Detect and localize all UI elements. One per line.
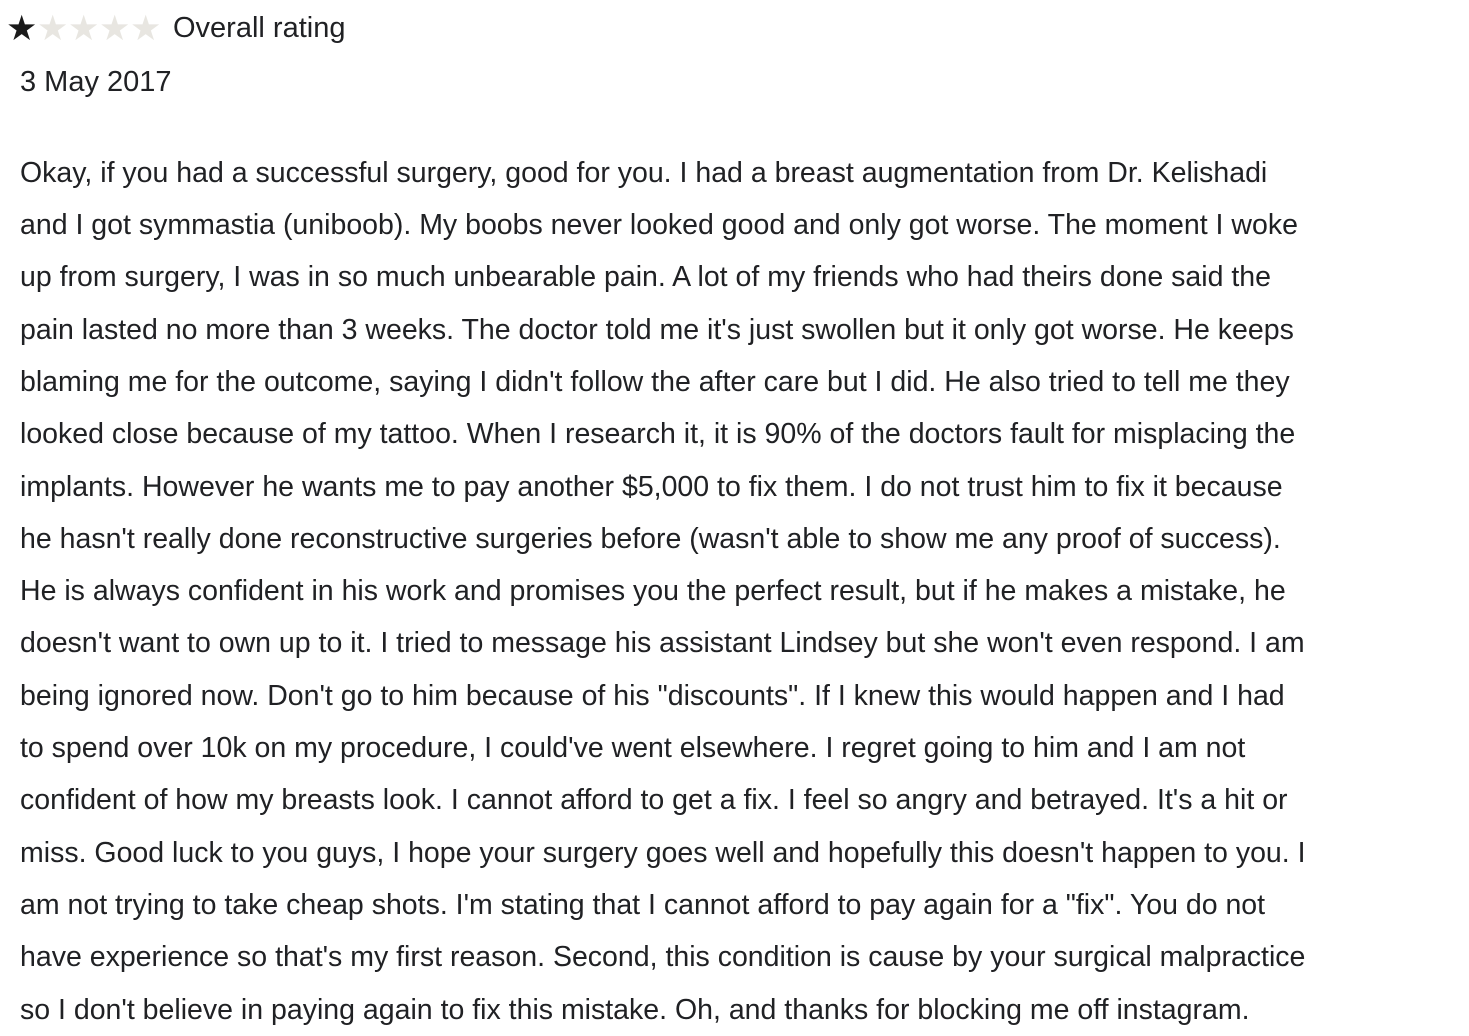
review-text-line: miss. Good luck to you guys, I hope your surgery goes well and hopefully this doesn't happen to you. I bbox=[20, 836, 1306, 869]
review-body bbox=[20, 147, 1469, 1036]
review-text-line: He is always confident in his work and promises you the perfect result, but if he makes a mistake, he bbox=[20, 575, 1286, 608]
review-text-line: and I got symmastia (uniboob). My boobs never looked good and only got worse. The moment I woke bbox=[20, 209, 1298, 242]
review-text-line: looked close because of my tattoo. When I research it, it is 90% of the doctors fault for misplacing the bbox=[20, 418, 1296, 451]
review-date: 3 May 2017 bbox=[20, 66, 172, 98]
review-text-line: doesn't want to own up to it. I tried to message his assistant Lindsey but she won't even respond. I am bbox=[20, 627, 1305, 660]
review-text-line: to spend over 10k on my procedure, I could've went elsewhere. I regret going to him and I am not bbox=[20, 732, 1246, 765]
review-text-line: Okay, if you had a successful surgery, good for you. I had a breast augmentation from Dr. Kelishadi bbox=[20, 156, 1268, 189]
review-text-line: up from surgery, I was in so much unbearable pain. A lot of my friends who had theirs done said the bbox=[20, 261, 1271, 294]
review-text-line: so I don't believe in paying again to fix this mistake. Oh, and thanks for blocking me off instagram. bbox=[20, 993, 1250, 1026]
star-icon bbox=[37, 11, 68, 46]
star-rating bbox=[6, 11, 161, 46]
star-icon bbox=[99, 11, 130, 46]
rating-label: Overall rating bbox=[173, 11, 346, 44]
review-text-line: confident of how my breasts look. I cannot afford to get a fix. I feel so angry and betrayed. It's a hit or bbox=[20, 784, 1288, 817]
review-text-line: blaming me for the outcome, saying I didn't follow the after care but I did. He also tried to tell me they bbox=[20, 365, 1290, 398]
review-header bbox=[20, 6, 1469, 50]
review-text-line: pain lasted no more than 3 weeks. The doctor told me it's just swollen but it only got worse. He keeps bbox=[20, 313, 1294, 346]
review-text-line: being ignored now. Don't go to him because of his "discounts". If I knew this would happen and I had bbox=[20, 679, 1285, 712]
review-text-line: implants. However he wants me to pay another $5,000 to fix them. I do not trust him to fix it because bbox=[20, 470, 1283, 503]
star-icon bbox=[6, 11, 37, 46]
review-text-line: have experience so that's my first reason. Second, this condition is cause by your surgical malpractice bbox=[20, 941, 1306, 974]
review-text-line: he hasn't really done reconstructive surgeries before (wasn't able to show me any proof of success). bbox=[20, 522, 1281, 555]
review-text-line: am not trying to take cheap shots. I'm stating that I cannot afford to pay again for a "fix". You do not bbox=[20, 888, 1266, 921]
star-icon bbox=[68, 11, 99, 46]
star-icon bbox=[130, 11, 161, 46]
